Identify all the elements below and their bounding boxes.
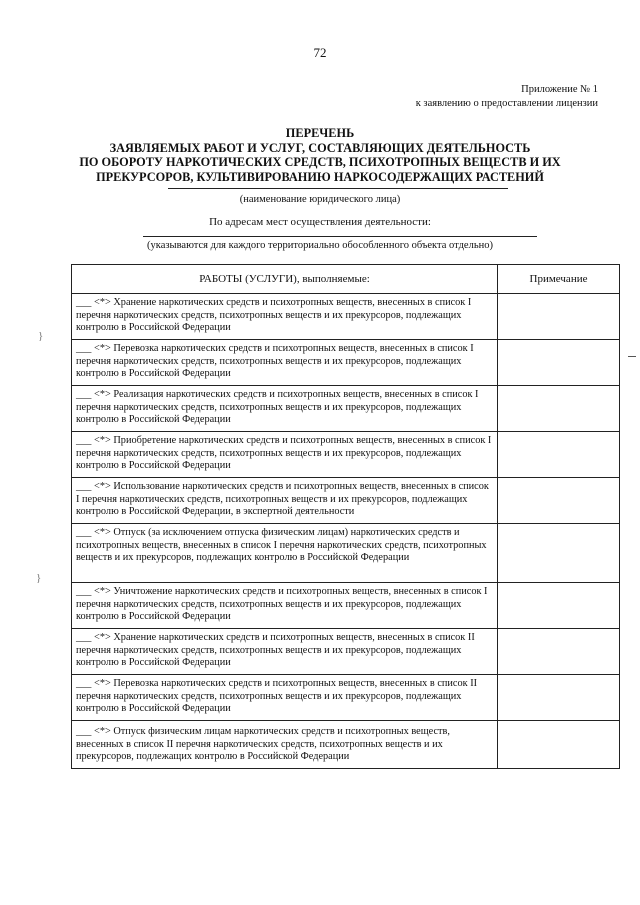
table-row: [72, 294, 620, 340]
work-cell[interactable]: ___ <*> Реализация наркотических средств и психотропных веществ, внесенных в список I перечня наркотических средств, психотропных веществ и их прекурсоров, подлежащих контролю в Российской Федерации: [72, 386, 498, 432]
entity-name-field[interactable]: [168, 188, 508, 189]
header-note: Примечание: [498, 265, 620, 294]
title-line-2: ЗАЯВЛЯЕМЫХ РАБОТ И УСЛУГ, СОСТАВЛЯЮЩИХ ДЕЯТЕЛЬНОСТЬ: [109, 140, 531, 155]
work-cell[interactable]: ___ <*> Перевозка наркотических средств и психотропных веществ, внесенных в список II перечня наркотических средств, психотропных веществ и их прекурсоров, подлежащих контролю в Российской Федерации: [72, 675, 498, 721]
note-cell[interactable]: [498, 629, 620, 675]
table-row: [72, 629, 620, 675]
title-line-3: ПО ОБОРОТУ НАРКОТИЧЕСКИХ СРЕДСТВ, ПСИХОТРОПНЫХ ВЕЩЕСТВ И ИХ: [79, 155, 561, 169]
work-cell[interactable]: ___ <*> Хранение наркотических средств и психотропных веществ, внесенных в список I перечня наркотических средств, психотропных веществ и их прекурсоров, подлежащих контролю в Российской Федерации: [72, 294, 498, 340]
table-row: [72, 386, 620, 432]
table-row: [72, 583, 620, 629]
work-cell[interactable]: ___ <*> Уничтожение наркотических средств и психотропных веществ, внесенных в список I перечня наркотических средств, психотропных веществ и их прекурсоров, подлежащих контролю в Российской Федерации: [72, 583, 498, 629]
note-cell[interactable]: [498, 340, 620, 386]
margin-dash-right: [628, 356, 636, 357]
note-cell[interactable]: [498, 386, 620, 432]
work-cell[interactable]: ___ <*> Приобретение наркотических средств и психотропных веществ, внесенных в список I перечня наркотических средств, психотропных веществ и их прекурсоров, подлежащих контролю в Российской Федерации: [72, 432, 498, 478]
note-cell[interactable]: [498, 524, 620, 583]
work-cell[interactable]: ___ <*> Отпуск (за исключением отпуска физическим лицам) наркотических средств и психотропных веществ, внесенных в список I перечня наркотических средств, психотропных веществ и их прекурсоров, подлежащих контролю в Российской Федерации: [72, 524, 498, 583]
address-caption: (указываются для каждого территориально обособленного объекта отдельно): [147, 240, 493, 251]
appendix-line-2: к заявлению о предоставлении лицензии: [415, 98, 598, 109]
margin-mark-left-2: }: [36, 572, 42, 584]
table-header-row: [72, 265, 620, 294]
address-field[interactable]: [143, 236, 537, 237]
table-row: [72, 478, 620, 524]
work-cell[interactable]: ___ <*> Перевозка наркотических средств и психотропных веществ, внесенных в список I перечня наркотических средств, психотропных веществ и их прекурсоров, подлежащих контролю в Российской Федерации: [72, 340, 498, 386]
table-row: [72, 721, 620, 769]
table-row: [72, 340, 620, 386]
address-label: По адресам мест осуществления деятельности:: [209, 216, 431, 228]
work-cell[interactable]: ___ <*> Использование наркотических средств и психотропных веществ, внесенных в список I перечня наркотических средств, психотропных веществ и их прекурсоров, подлежащих контролю в Российской Федерации, в экспертной деятельности: [72, 478, 498, 524]
note-cell[interactable]: [498, 294, 620, 340]
appendix-line-1: Приложение № 1: [521, 84, 598, 95]
margin-mark-left-1: }: [38, 330, 44, 342]
title-line-1: ПЕРЕЧЕНЬ: [285, 126, 355, 140]
note-cell[interactable]: [498, 432, 620, 478]
note-cell[interactable]: [498, 478, 620, 524]
note-cell[interactable]: [498, 583, 620, 629]
table-row: [72, 524, 620, 583]
header-works: РАБОТЫ (УСЛУГИ), выполняемые:: [72, 265, 498, 294]
title-line-4: ПРЕКУРСОРОВ, КУЛЬТИВИРОВАНИЮ НАРКОСОДЕРЖАЩИХ РАСТЕНИЙ: [96, 169, 544, 184]
document-title: [0, 126, 640, 184]
entity-name-caption: (наименование юридического лица): [239, 194, 401, 205]
work-cell[interactable]: ___ <*> Отпуск физическим лицам наркотических средств и психотропных веществ, внесенных в список II перечня наркотических средств, психотропных веществ и их прекурсоров, подлежащих контролю в Российской Федерации: [72, 721, 498, 769]
table-row: [72, 675, 620, 721]
table-row: [72, 432, 620, 478]
work-cell[interactable]: ___ <*> Хранение наркотических средств и психотропных веществ, внесенных в список II перечня наркотических средств, психотропных веществ и их прекурсоров, подлежащих контролю в Российской Федерации: [72, 629, 498, 675]
appendix-note: [416, 83, 598, 111]
page-number: 72: [313, 45, 327, 60]
works-table: [71, 264, 620, 769]
note-cell[interactable]: [498, 721, 620, 769]
note-cell[interactable]: [498, 675, 620, 721]
